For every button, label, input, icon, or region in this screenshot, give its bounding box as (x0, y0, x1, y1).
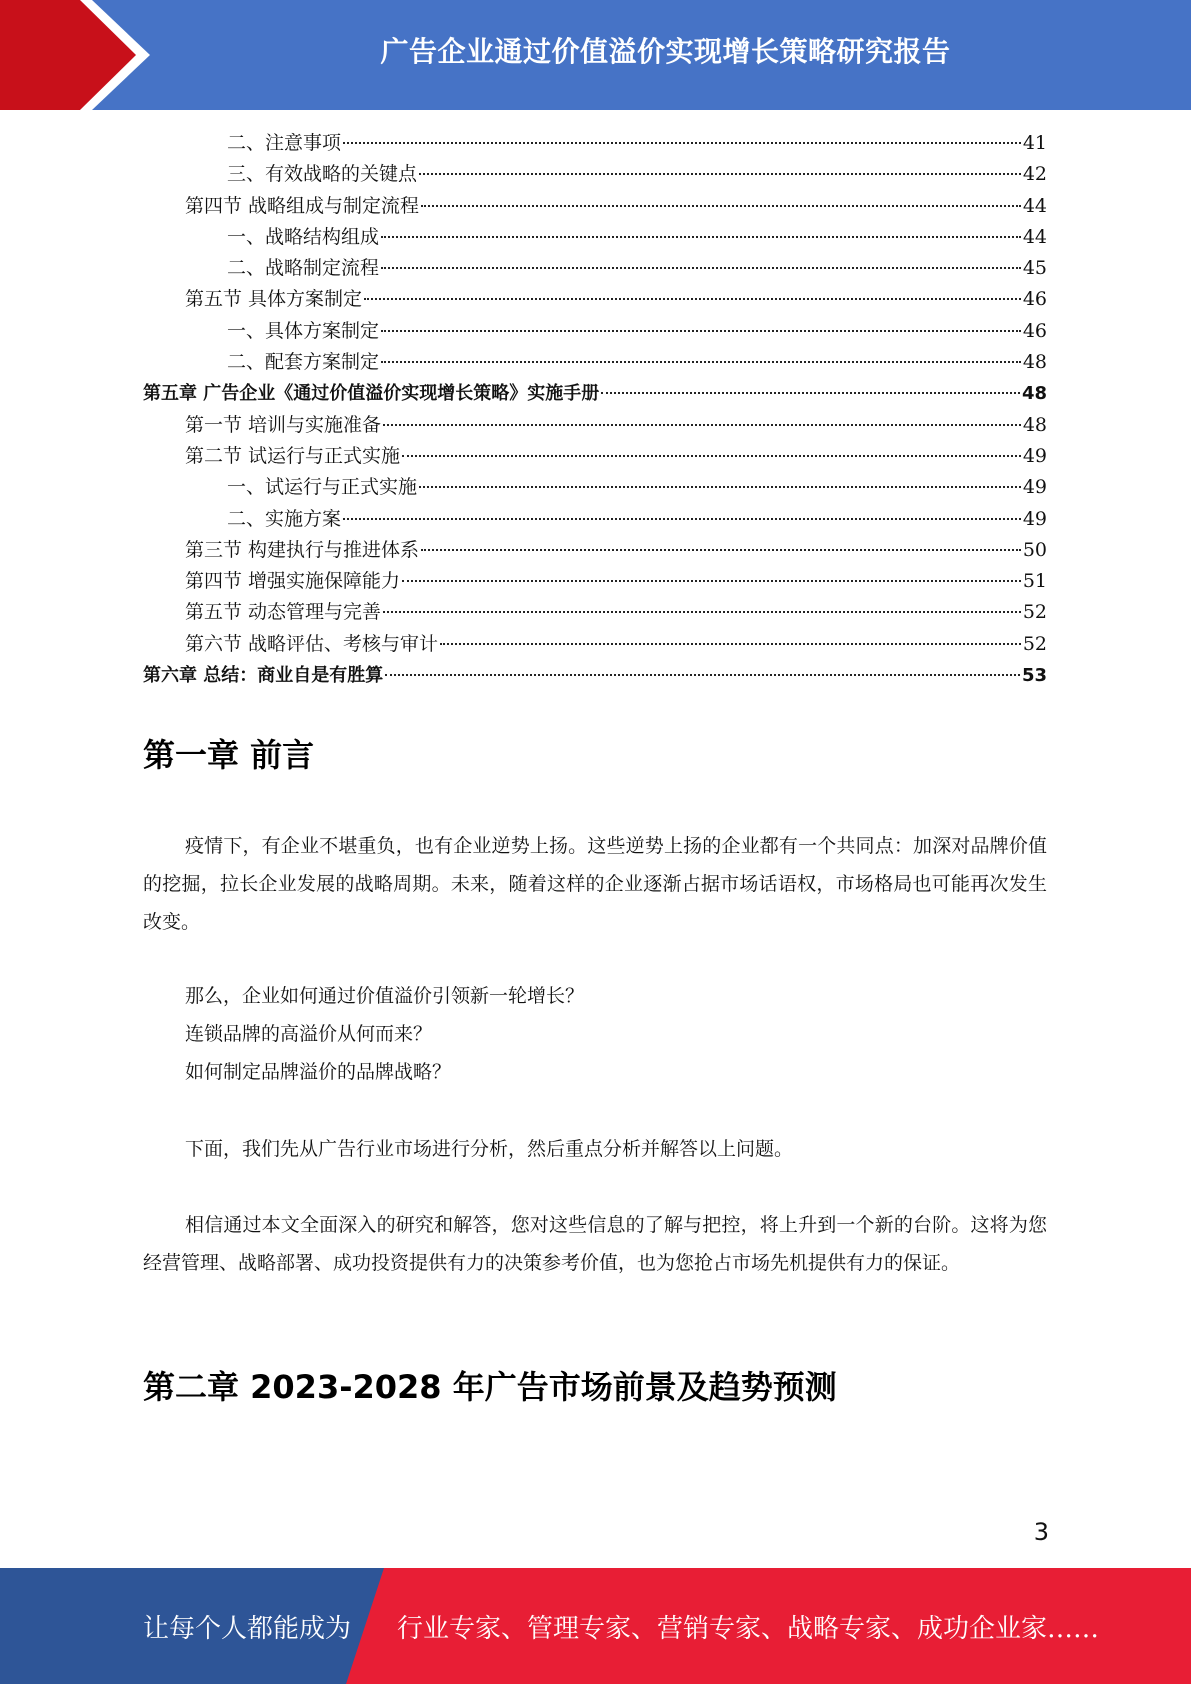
toc-entry[interactable] (143, 222, 1047, 253)
footer-slogan-right: 行业专家、管理专家、营销专家、战略专家、成功企业家…… (397, 1614, 1100, 1644)
toc-entry[interactable] (143, 504, 1047, 535)
question-line: 如何制定品牌溢价的品牌战略？ (185, 1061, 452, 1083)
toc-entry-page: 49 (1022, 444, 1047, 467)
toc-entry-label: 第六节 战略评估、考核与审计 (185, 632, 439, 655)
toc-leader-dots (601, 392, 1020, 394)
page-header (0, 0, 1191, 110)
toc-entry-page: 49 (1022, 476, 1047, 499)
chapter2-title: 第二章 2023-2028 年广告市场前景及趋势预测 (143, 1368, 837, 1406)
question-line: 连锁品牌的高溢价从何而来？ (185, 1023, 433, 1045)
toc-entry-page: 42 (1022, 163, 1047, 186)
toc-entry-label: 二、战略制定流程 (227, 257, 380, 280)
toc-entry-page: 52 (1022, 632, 1047, 655)
toc-entry-page: 48 (1021, 383, 1047, 405)
page-number: 3 (1033, 1518, 1049, 1546)
toc-leader-dots (381, 361, 1021, 363)
toc-entry[interactable] (143, 347, 1047, 378)
toc-entry-label: 一、试运行与正式实施 (227, 476, 418, 499)
toc-leader-dots (421, 549, 1021, 551)
toc-entry-label: 第四节 战略组成与制定流程 (185, 194, 420, 217)
toc-entry[interactable] (143, 629, 1047, 660)
toc-entry[interactable] (143, 191, 1047, 222)
toc-leader-dots (419, 486, 1021, 488)
toc-entry[interactable] (143, 472, 1047, 503)
chapter1-paragraph-3: 相信通过本文全面深入的研究和解答，您对这些信息的了解与把控，将上升到一个新的台阶。这将为您经营管理、战略部署、成功投资提供有力的决策参考价值，也为您抢占市场先机提供有力的保证。 (143, 1214, 1047, 1274)
toc-entry-page: 44 (1022, 225, 1047, 248)
toc-leader-dots (381, 236, 1021, 238)
toc-leader-dots (440, 643, 1021, 645)
toc-entry-label: 一、具体方案制定 (227, 319, 380, 342)
toc-entry-page: 45 (1022, 257, 1047, 280)
toc-entry-label: 第三节 构建执行与推进体系 (185, 538, 420, 561)
toc-entry-label: 第五节 动态管理与完善 (185, 601, 382, 624)
header-title: 广告企业通过价值溢价实现增长策略研究报告 (380, 35, 951, 68)
toc-entry[interactable] (143, 253, 1047, 284)
toc-entry[interactable] (143, 441, 1047, 472)
toc-entry-page: 51 (1022, 570, 1047, 593)
chapter1-title: 第一章 前言 (143, 736, 315, 774)
toc-entry-label: 第四节 增强实施保障能力 (185, 570, 401, 593)
toc-leader-dots (364, 298, 1021, 300)
toc-leader-dots (343, 142, 1021, 144)
toc-entry-label: 一、战略结构组成 (227, 225, 380, 248)
toc-entry-page: 48 (1022, 413, 1047, 436)
toc-entry[interactable] (143, 128, 1047, 159)
toc-entry-page: 49 (1022, 507, 1047, 530)
toc-entry-label: 第六章 总结：商业自是有胜算 (143, 665, 384, 687)
toc-entry-label: 二、配套方案制定 (227, 351, 380, 374)
chapter1-questions (143, 977, 1047, 1091)
toc-entry[interactable] (143, 535, 1047, 566)
toc-leader-dots (343, 518, 1021, 520)
toc-entry-page: 46 (1022, 319, 1047, 342)
toc-entry-label: 第五章 广告企业《通过价值溢价实现增长策略》实施手册 (143, 383, 600, 405)
toc-entry-page: 46 (1022, 288, 1047, 311)
toc-chapter-entry[interactable] (143, 378, 1047, 409)
toc-entry-label: 二、实施方案 (227, 507, 342, 530)
toc-entry-page: 52 (1022, 601, 1047, 624)
toc-leader-dots (385, 674, 1020, 676)
toc-entry[interactable] (143, 316, 1047, 347)
toc-leader-dots (381, 267, 1021, 269)
question-line: 那么，企业如何通过价值溢价引领新一轮增长？ (185, 985, 585, 1007)
toc-entry-label: 三、有效战略的关键点 (227, 163, 418, 186)
toc-entry[interactable] (143, 566, 1047, 597)
chapter1-paragraph-2: 下面，我们先从广告行业市场进行分析，然后重点分析并解答以上问题。 (185, 1138, 794, 1160)
toc-entry-label: 第五节 具体方案制定 (185, 288, 363, 311)
toc-entry-label: 第一节 培训与实施准备 (185, 413, 382, 436)
toc-entry-page: 50 (1022, 538, 1047, 561)
toc-chapter-entry[interactable] (143, 660, 1047, 691)
toc-entry-page: 41 (1022, 132, 1047, 154)
toc-leader-dots (381, 330, 1021, 332)
toc-entry[interactable] (143, 284, 1047, 315)
toc-leader-dots (402, 455, 1021, 457)
footer-slogan-left: 让每个人都能成为 (143, 1614, 352, 1644)
toc-leader-dots (419, 173, 1021, 175)
toc-leader-dots (402, 580, 1021, 582)
toc-entry[interactable] (143, 597, 1047, 628)
chapter1-paragraph-1: 疫情下，有企业不堪重负，也有企业逆势上扬。这些逆势上扬的企业都有一个共同点：加深对品牌价值的挖掘，拉长企业发展的战略周期。未来，随着这样的企业逐渐占据市场话语权，市场格局也可能再次发生改变。 (143, 835, 1047, 933)
toc-leader-dots (383, 611, 1021, 613)
toc-entry[interactable] (143, 410, 1047, 441)
toc-entry[interactable] (143, 159, 1047, 190)
toc-entry-page: 53 (1021, 665, 1047, 687)
table-of-contents (143, 128, 1047, 691)
toc-entry-label: 第二节 试运行与正式实施 (185, 444, 401, 467)
page-footer (0, 1568, 1191, 1684)
toc-leader-dots (383, 424, 1021, 426)
toc-entry-label: 二、注意事项 (227, 132, 342, 154)
toc-entry-page: 44 (1022, 194, 1047, 217)
toc-leader-dots (421, 205, 1021, 207)
toc-entry-page: 48 (1022, 351, 1047, 374)
